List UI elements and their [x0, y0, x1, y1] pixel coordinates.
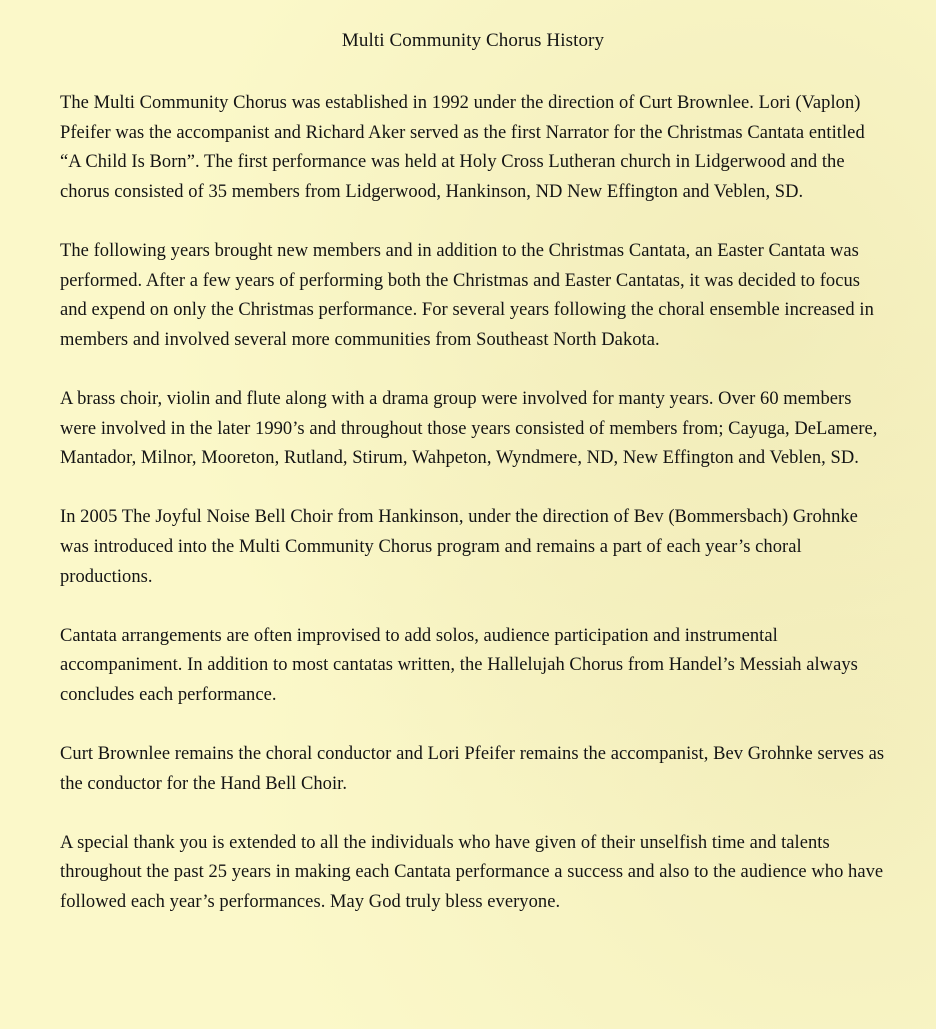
paragraph-thank-you: A special thank you is extended to all the individuals who have given of their unselfish time and talents throughout the past 25 years in making each Cantata performance a success and also to the audience who have followed each year’s performances. May God truly bless everyone. [60, 832, 884, 913]
paragraph-conductors: Curt Brownlee remains the choral conductor and Lori Pfeifer remains the accompanist, Bev Grohnke serves as the conductor for the Hand Bell Choir. [60, 744, 885, 794]
paragraph-following-years: The following years brought new members and in addition to the Christmas Cantata, an Easter Cantata was performed. After a few years of performing both the Christmas and Easter Cantatas, it was decided to focus and expend on only the Christmas performance. For several years following the choral ensemble increased in members and involved several more communities from Southeast North Dakota. [60, 240, 874, 350]
paragraph-founding: The Multi Community Chorus was established in 1992 under the direction of Curt Brownlee. Lori (Vaplon) Pfeifer was the accompanist and Richard Aker served as the first Narrator for the Christmas Cantata entitled “A Child Is Born”. The first performance was held at Holy Cross Lutheran church in Lidgerwood and the chorus consisted of 35 members from Lidgerwood, Hankinson, ND New Effington and Veblen, SD. [60, 93, 865, 202]
paragraph-arrangements: Cantata arrangements are often improvised to add solos, audience participation and instrumental accompaniment. In addition to most cantatas written, the Hallelujah Chorus from Handel’s Messiah always concludes each performance. [60, 625, 858, 705]
document-title: Multi Community Chorus History [341, 30, 605, 51]
paragraph-bell-choir: In 2005 The Joyful Noise Bell Choir from Hankinson, under the direction of Bev (Bommersbach) Grohnke was introduced into the Multi Community Chorus program and remains a part of each year’s choral productions. [60, 507, 858, 587]
paragraph-brass-choir: A brass choir, violin and flute along with a drama group were involved for manty years. Over 60 members were involved in the later 1990’s and throughout those years consisted of members from; Cayuga, DeLamere, Mantador, Milnor, Mooreton, Rutland, Stirum, Wahpeton, Wyndmere, ND, New Effington and Veblen, SD. [60, 388, 878, 469]
